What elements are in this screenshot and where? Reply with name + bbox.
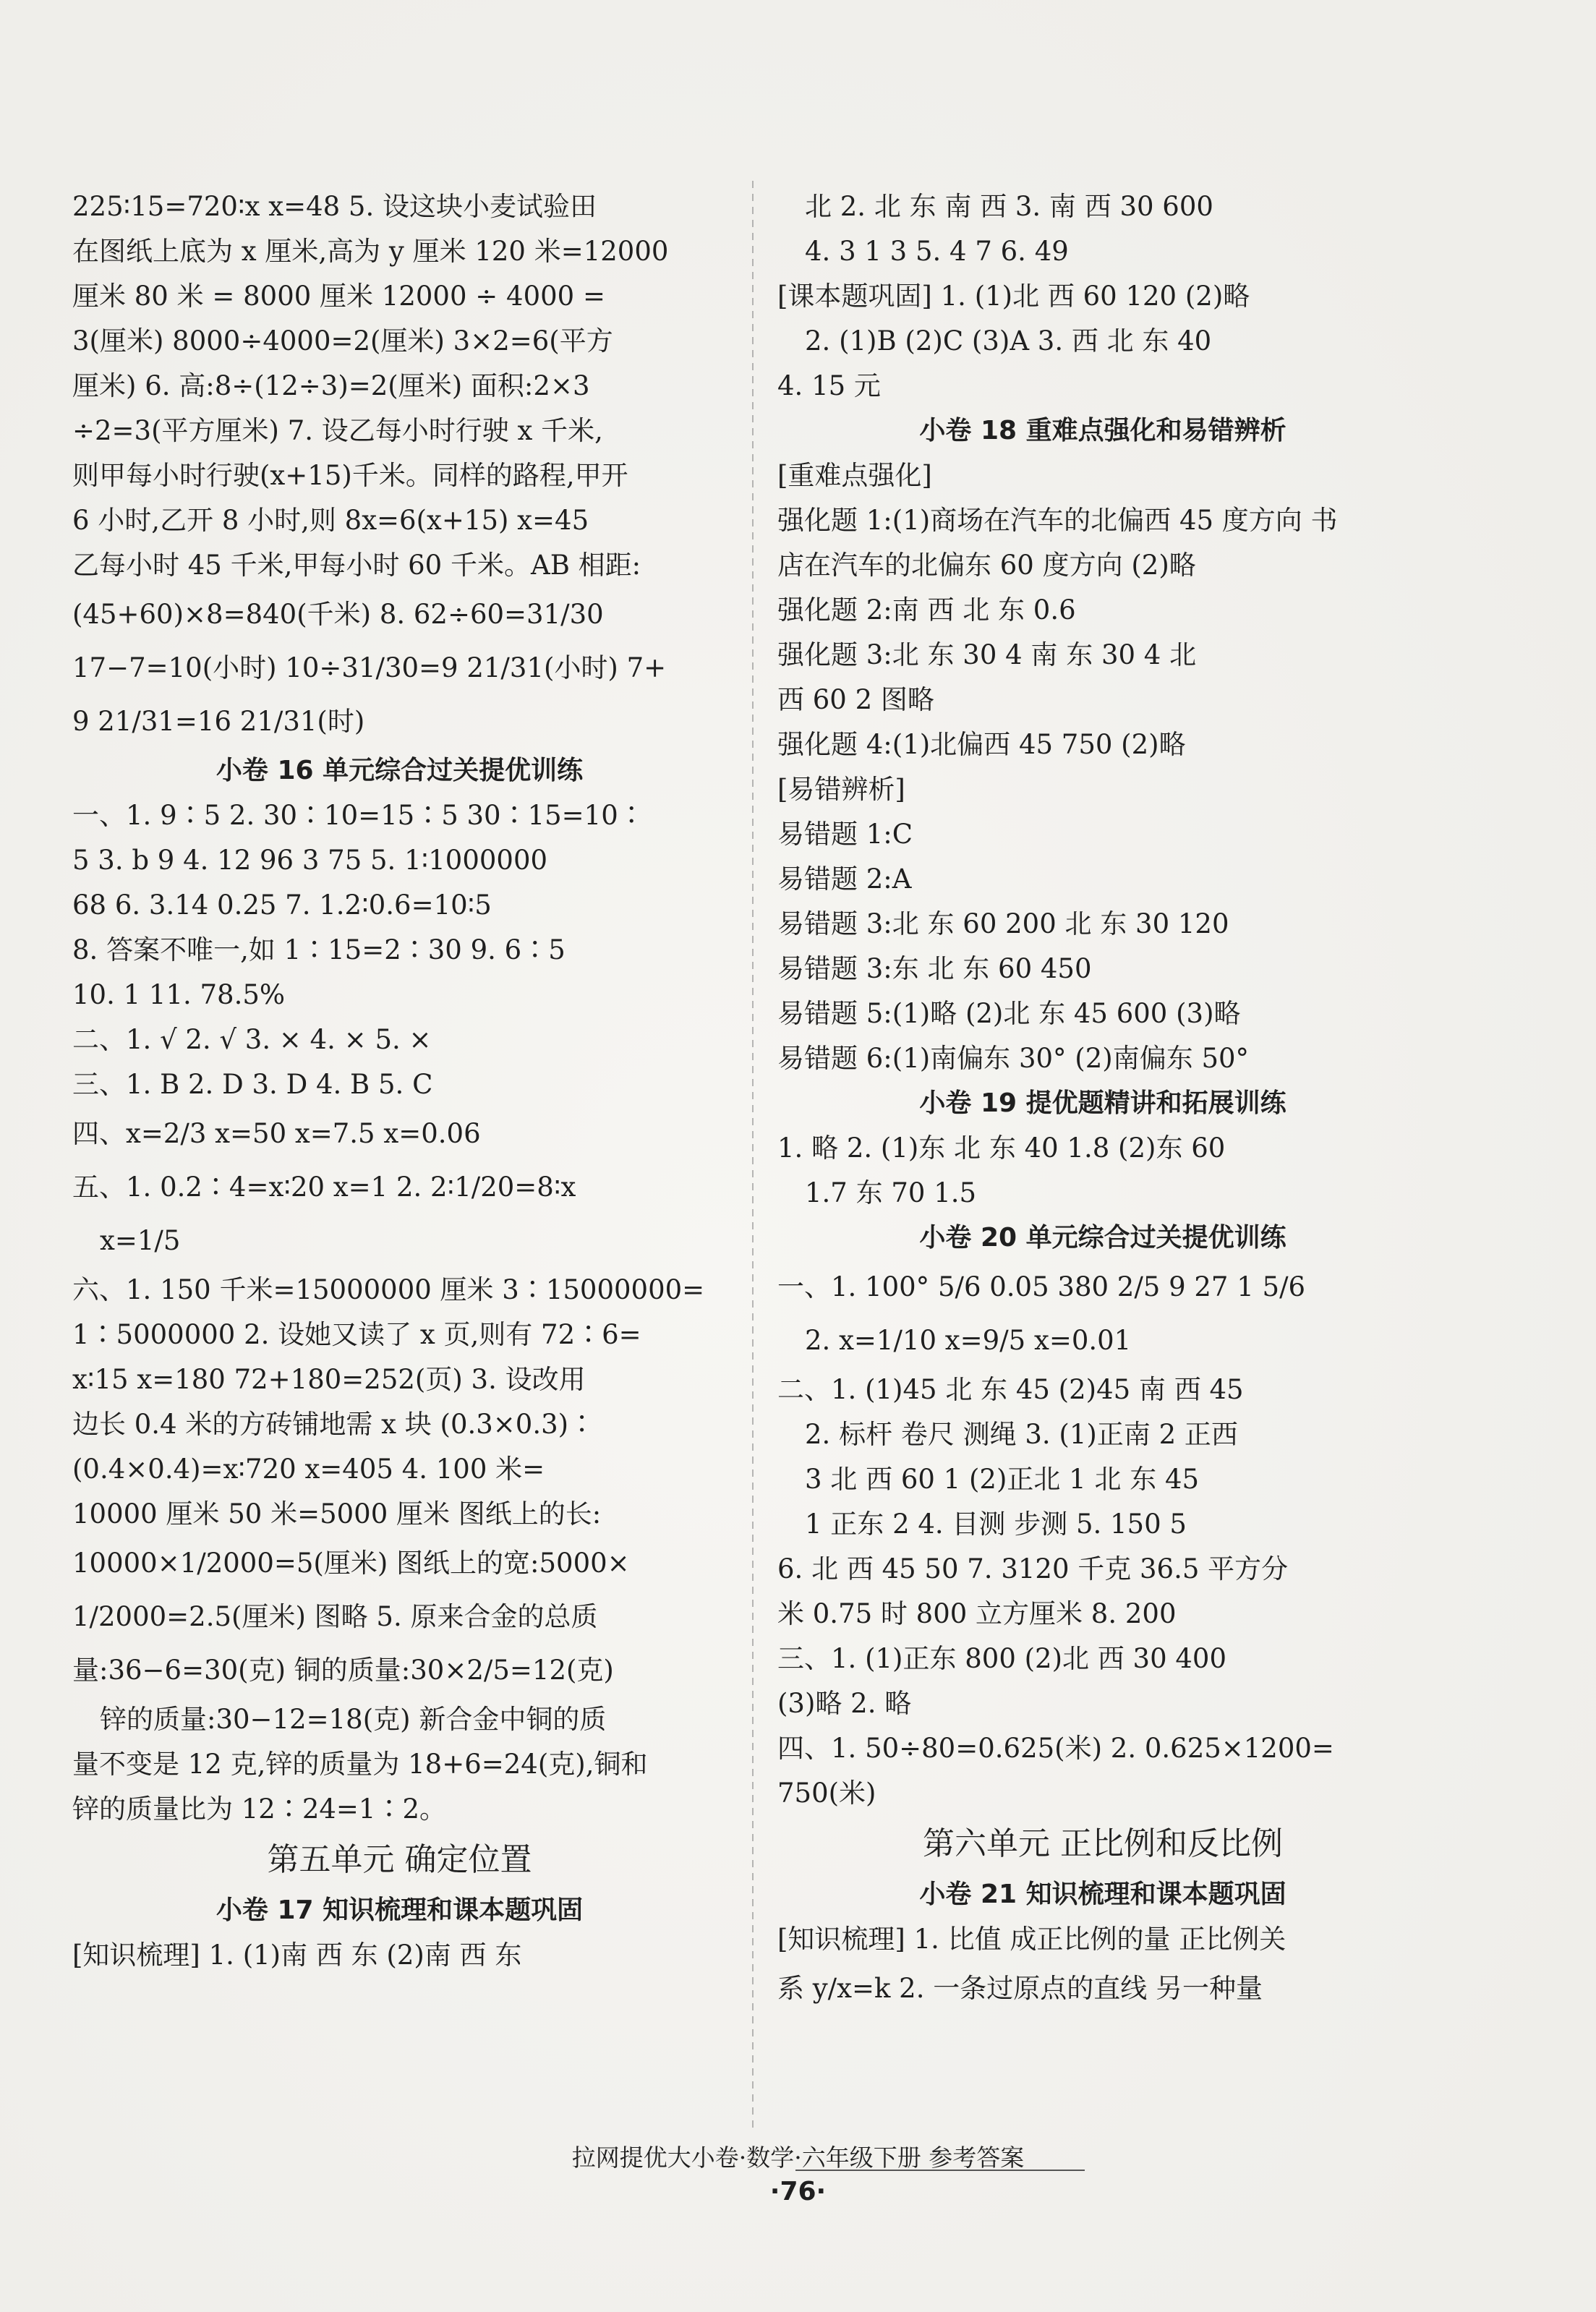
section-heading: 小卷 18 重难点强化和易错辨析 bbox=[919, 416, 1286, 445]
answer-line: 量不变是 12 克,锌的质量为 18+6=24(克),铜和 bbox=[72, 1749, 648, 1780]
answer-line: 6. 北 西 45 50 7. 3120 千克 36.5 平方分 bbox=[777, 1553, 1289, 1584]
answer-line: 9 21/31=16 21/31(时) bbox=[72, 706, 365, 737]
answer-line: 易错题 2:A bbox=[777, 863, 912, 895]
answer-line: 则甲每小时行驶(x+15)千米。同样的路程,甲开 bbox=[72, 460, 628, 491]
answer-line: 1 正东 2 4. 目测 步测 5. 150 5 bbox=[805, 1509, 1187, 1540]
answer-line: x∶15 x=180 72+180=252(页) 3. 设改用 bbox=[72, 1364, 586, 1395]
column-divider bbox=[752, 181, 754, 2133]
answer-line: 四、x=2/3 x=50 x=7.5 x=0.06 bbox=[72, 1118, 481, 1149]
answer-line: 易错题 1:C bbox=[777, 819, 913, 850]
answer-line: 4. 15 元 bbox=[777, 370, 881, 401]
answer-line: 米 0.75 时 800 立方厘米 8. 200 bbox=[777, 1598, 1177, 1629]
unit-title: 第五单元 确定位置 bbox=[267, 1841, 532, 1878]
section-heading: 小卷 16 单元综合过关提优训练 bbox=[215, 756, 584, 785]
answer-line: 1. 略 2. (1)东 北 东 40 1.8 (2)东 60 bbox=[777, 1132, 1226, 1164]
answer-line: (3)略 2. 略 bbox=[777, 1688, 912, 1719]
answer-line: 厘米 80 米 = 8000 厘米 12000 ÷ 4000 = bbox=[72, 281, 605, 312]
answer-line: 1∶5000000 2. 设她又读了 x 页,则有 72∶6= bbox=[72, 1319, 641, 1350]
section-heading: 小卷 21 知识梳理和课本题巩固 bbox=[919, 1880, 1286, 1909]
answer-line: 锌的质量:30−12=18(克) 新合金中铜的质 bbox=[100, 1704, 607, 1735]
answer-line: [易错辨析] bbox=[777, 774, 905, 805]
answer-line: 二、1. √ 2. √ 3. × 4. × 5. × bbox=[72, 1024, 432, 1055]
answer-line: 6 小时,乙开 8 小时,则 8x=6(x+15) x=45 bbox=[72, 505, 589, 536]
answer-line: 17−7=10(小时) 10÷31/30=9 21/31(小时) 7+ bbox=[72, 652, 667, 683]
footer-title: 拉网提优大小卷·数学·六年级下册 参考答案 bbox=[571, 2143, 1025, 2172]
answer-line: 8. 答案不唯一,如 1∶15=2∶30 9. 6∶5 bbox=[72, 934, 566, 965]
answer-line: 2. (1)B (2)C (3)A 3. 西 北 东 40 bbox=[805, 325, 1212, 357]
answer-line: 边长 0.4 米的方砖铺地需 x 块 (0.3×0.3)∶ bbox=[72, 1409, 596, 1440]
answer-line: 68 6. 3.14 0.25 7. 1.2∶0.6=10∶5 bbox=[72, 890, 492, 921]
answer-line: 5 3. b 9 4. 12 96 3 75 5. 1∶1000000 bbox=[72, 845, 548, 876]
answer-line: 3 北 西 60 1 (2)正北 1 北 东 45 bbox=[805, 1464, 1200, 1495]
answer-line: [课本题巩固] 1. (1)北 西 60 120 (2)略 bbox=[777, 281, 1250, 312]
answer-line: 三、1. B 2. D 3. D 4. B 5. C bbox=[72, 1069, 433, 1100]
answer-line: 店在汽车的北偏东 60 度方向 (2)略 bbox=[777, 550, 1196, 581]
answer-line: 10000×1/2000=5(厘米) 图纸上的宽:5000× bbox=[72, 1548, 630, 1579]
answer-line: 西 60 2 图略 bbox=[777, 684, 934, 715]
answer-line: 锌的质量比为 12∶24=1∶2。 bbox=[72, 1793, 447, 1825]
section-heading: 小卷 17 知识梳理和课本题巩固 bbox=[215, 1895, 584, 1925]
answer-line: [知识梳理] 1. 比值 成正比例的量 正比例关 bbox=[777, 1924, 1286, 1955]
unit-title: 第六单元 正比例和反比例 bbox=[923, 1825, 1283, 1862]
answer-line: 750(米) bbox=[777, 1778, 876, 1809]
answer-line: 二、1. (1)45 北 东 45 (2)45 南 西 45 bbox=[777, 1374, 1244, 1405]
left-column bbox=[72, 184, 727, 1978]
page-number: ·76· bbox=[769, 2177, 827, 2206]
answer-line: x=1/5 bbox=[100, 1225, 181, 1256]
answer-line: 1/2000=2.5(厘米) 图略 5. 原来合金的总质 bbox=[72, 1601, 598, 1632]
answer-line: 一、1. 100° 5/6 0.05 380 2/5 9 27 1 5/6 bbox=[777, 1271, 1306, 1302]
answer-line: 三、1. (1)正东 800 (2)北 西 30 400 bbox=[777, 1643, 1227, 1674]
answer-line: [知识梳理] 1. (1)南 西 东 (2)南 西 东 bbox=[72, 1940, 522, 1971]
answer-line: 系 y/x=k 2. 一条过原点的直线 另一种量 bbox=[777, 1973, 1263, 2004]
section-heading: 小卷 19 提优题精讲和拓展训练 bbox=[919, 1088, 1286, 1118]
answer-line: (0.4×0.4)=x∶720 x=405 4. 100 米= bbox=[72, 1454, 545, 1485]
answer-line: 易错题 6:(1)南偏东 30° (2)南偏东 50° bbox=[777, 1043, 1250, 1074]
answer-line: 2. 标杆 卷尺 测绳 3. (1)正南 2 正西 bbox=[805, 1419, 1238, 1450]
answer-line: 10000 厘米 50 米=5000 厘米 图纸上的长: bbox=[72, 1498, 602, 1530]
answer-line: 六、1. 150 千米=15000000 厘米 3∶15000000= bbox=[72, 1274, 705, 1305]
answer-line: 厘米) 6. 高:8÷(12÷3)=2(厘米) 面积:2×3 bbox=[72, 370, 590, 401]
right-column bbox=[777, 184, 1428, 2015]
answer-line: 4. 3 1 3 5. 4 7 6. 49 bbox=[805, 236, 1069, 267]
answer-line: 2. x=1/10 x=9/5 x=0.01 bbox=[805, 1325, 1132, 1356]
answer-line: 五、1. 0.2∶4=x∶20 x=1 2. 2∶1/20=8∶x bbox=[72, 1172, 576, 1203]
answer-line: (45+60)×8=840(千米) 8. 62÷60=31/30 bbox=[72, 599, 604, 630]
answer-line: 易错题 3:东 北 东 60 450 bbox=[777, 953, 1092, 984]
answer-line: 量:36−6=30(克) 铜的质量:30×2/5=12(克) bbox=[72, 1655, 614, 1686]
answer-line: ÷2=3(平方厘米) 7. 设乙每小时行驶 x 千米, bbox=[72, 415, 603, 446]
answer-line: 四、1. 50÷80=0.625(米) 2. 0.625×1200= bbox=[777, 1733, 1334, 1764]
answer-line: [重难点强化] bbox=[777, 460, 932, 491]
answer-line: 在图纸上底为 x 厘米,高为 y 厘米 120 米=12000 bbox=[72, 236, 669, 267]
answer-line: 强化题 4:(1)北偏西 45 750 (2)略 bbox=[777, 729, 1186, 760]
answer-line: 乙每小时 45 千米,甲每小时 60 千米。AB 相距: bbox=[72, 550, 641, 581]
answer-line: 10. 1 11. 78.5% bbox=[72, 979, 286, 1010]
answer-line: 强化题 2:南 西 北 东 0.6 bbox=[777, 594, 1076, 626]
answer-line: 225∶15=720∶x x=48 5. 设这块小麦试验田 bbox=[72, 191, 597, 222]
answer-line: 易错题 3:北 东 60 200 北 东 30 120 bbox=[777, 908, 1229, 939]
answer-line: 易错题 5:(1)略 (2)北 东 45 600 (3)略 bbox=[777, 998, 1241, 1029]
answer-line: 1.7 东 70 1.5 bbox=[805, 1177, 977, 1208]
answer-line: 强化题 1:(1)商场在汽车的北偏西 45 度方向 书 bbox=[777, 505, 1338, 536]
answer-line: 强化题 3:北 东 30 4 南 东 30 4 北 bbox=[777, 639, 1197, 670]
answer-line: 北 2. 北 东 南 西 3. 南 西 30 600 bbox=[805, 191, 1213, 222]
section-heading: 小卷 20 单元综合过关提优训练 bbox=[919, 1223, 1286, 1253]
answer-line: 一、1. 9∶5 2. 30∶10=15∶5 30∶15=10∶ bbox=[72, 800, 645, 831]
answer-line: 3(厘米) 8000÷4000=2(厘米) 3×2=6(平方 bbox=[72, 325, 613, 357]
